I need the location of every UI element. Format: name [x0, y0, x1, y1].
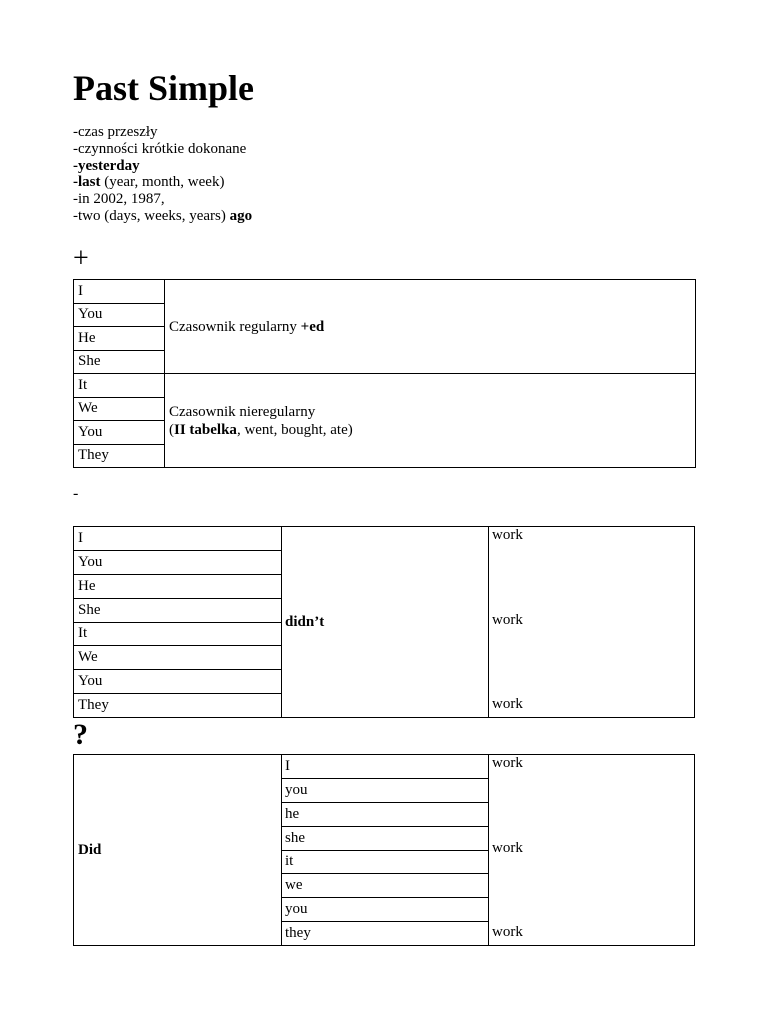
- pronoun-cell: She: [74, 598, 282, 622]
- pronoun-cell: You: [74, 303, 165, 327]
- affirmative-table: [73, 279, 696, 468]
- regular-verb-cell: Czasownik regularny +ed: [165, 280, 696, 374]
- auxiliary-cell: Did: [74, 755, 282, 946]
- note-line: -czas przeszły: [73, 124, 158, 140]
- usage-notes: [73, 124, 252, 225]
- negative-symbol: -: [73, 485, 79, 502]
- pronoun-cell: She: [74, 350, 165, 374]
- note-line: -two (days, weeks, years) ago: [73, 207, 253, 224]
- pronoun-cell: it: [282, 850, 489, 874]
- irregular-verb-cell: Czasownik nieregularny (II tabelka, went, bought, ate): [165, 374, 696, 468]
- verb-cell: [489, 755, 695, 946]
- pronoun-cell: We: [74, 646, 282, 670]
- affirmative-symbol: +: [73, 243, 89, 274]
- page-title: Past Simple: [73, 68, 255, 108]
- question-symbol: ?: [73, 718, 88, 751]
- negative-table: [73, 526, 695, 718]
- pronoun-cell: They: [74, 694, 282, 718]
- pronoun-cell: they: [282, 922, 489, 946]
- note-line: -in 2002, 1987,: [73, 191, 165, 208]
- note-line: -yesterday: [73, 157, 140, 174]
- pronoun-cell: You: [74, 550, 282, 574]
- pronoun-cell: It: [74, 622, 282, 646]
- pronoun-cell: I: [74, 280, 165, 304]
- verb-text: work: [492, 755, 523, 771]
- verb-text: work: [492, 527, 523, 543]
- verb-text: work: [492, 696, 523, 712]
- pronoun-cell: They: [74, 444, 165, 468]
- question-table: [73, 754, 695, 946]
- verb-text: work: [492, 612, 523, 628]
- pronoun-cell: I: [282, 755, 489, 779]
- verb-cell: [489, 527, 695, 718]
- pronoun-cell: We: [74, 397, 165, 421]
- note-line: -czynności krótkie dokonane: [73, 140, 247, 157]
- pronoun-cell: you: [282, 898, 489, 922]
- pronoun-cell: we: [282, 874, 489, 898]
- note-line: -last (year, month, week): [73, 174, 225, 191]
- verb-text: work: [492, 924, 523, 940]
- pronoun-cell: she: [282, 826, 489, 850]
- pronoun-cell: You: [74, 670, 282, 694]
- pronoun-cell: You: [74, 421, 165, 445]
- pronoun-cell: I: [74, 527, 282, 551]
- pronoun-cell: He: [74, 574, 282, 598]
- pronoun-cell: It: [74, 374, 165, 398]
- auxiliary-cell: didn’t: [282, 527, 489, 718]
- pronoun-cell: He: [74, 327, 165, 351]
- verb-text: work: [492, 840, 523, 856]
- pronoun-cell: you: [282, 778, 489, 802]
- pronoun-cell: he: [282, 802, 489, 826]
